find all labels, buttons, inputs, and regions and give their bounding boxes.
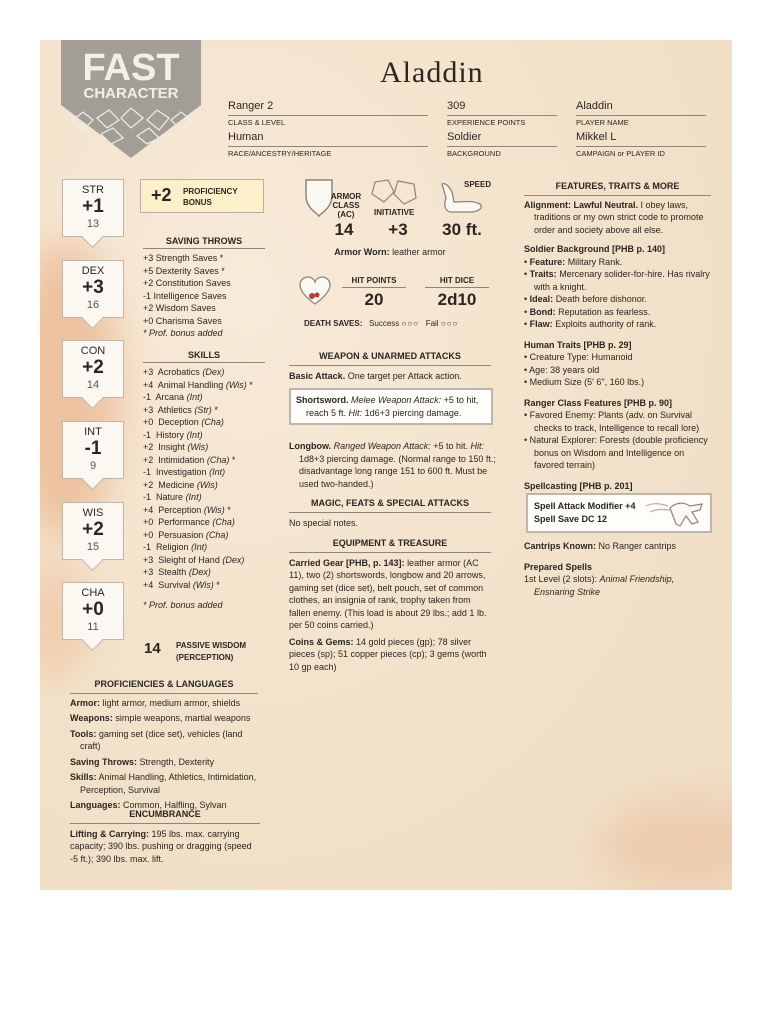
features-traits: FEATURES, TRAITS & MORE Alignment: Lawful Neutral. I obey laws, traditions or my own strict code to promote order and society above all else. Soldier Background [PHB p. 140] • Feature: Military Rank. • Traits: Mercenary solider-for-hire. Has rivalry with a knight. • Ideal: Death before dishonor. • Bond: Reputation as fearless. • Flaw: Exploits authority of rank. Human Traits [PHB p. 29] • Creature Type: Humanoid • Age: 38 years old • Medium Size (5' 6", 160 lbs.) Ranger Class Features [PHB p. 90] • Favored Enemy: Plants (adv. on Survival checks to track, Intelligence to recall lore) • Natural Explorer: Forests (double proficiency bonus on Wisdom and Intelligence on favored terrain) Spellcasting [PHB p. 201]: [524, 181, 710, 491]
skill-row: +0 Deception (Cha): [143, 417, 224, 427]
ac-value: 14: [334, 220, 354, 239]
skill-row: -1 Arcana (Int): [143, 392, 203, 402]
passive-label: PASSIVE WISDOM (PERCEPTION): [176, 641, 247, 662]
skill-row: +0 Performance (Cha): [143, 517, 235, 527]
proficiencies-languages: PROFICIENCIES & LANGUAGES Armor: light armor, medium armor, shields Weapons: simple weapons, martial weapons Tools: gaming set (dice set), vehicles (land craft) Saving Throws: Strength, Dexterity Skills: Animal Handling, Athletics, Intimidation, Perception, Survival Languages: Common, Halfling, Sylvan: [70, 679, 257, 810]
ability-str: STR +1 13: [62, 179, 124, 237]
skill-row: -1 Investigation (Int): [143, 467, 226, 477]
skill-row: +3 Sleight of Hand (Dex): [143, 554, 245, 565]
skill-row: +0 Persuasion (Cha): [143, 529, 229, 540]
skill-row: +3 Stealth (Dex): [143, 567, 211, 577]
fast-character-logo: [61, 40, 201, 158]
skill-row: +4 Perception (Wis) *: [143, 504, 231, 515]
field-race: Human RACE/ANCESTRY/HERITAGE: [228, 131, 428, 158]
weapon-attacks: WEAPON & UNARMED ATTACKS Basic Attack. One target per Attack action.: [289, 350, 491, 382]
ability-wis: WIS +2 15: [62, 502, 124, 560]
saving-throws: SAVING THROWS +3 Strength Saves * +5 Dexterity Saves * +2 Constitution Saves -1 Intelligence Saves +2 Wisdom Saves +0 Charisma Saves * Prof. bonus added: [143, 236, 265, 340]
longbow-attack: Longbow. Ranged Weapon Attack: +5 to hit. Hit: 1d8+3 piercing damage. (Normal range to 150 ft.; disadvantage long range 151 to 600 ft. Must be used two-handed.): [289, 441, 496, 489]
hd-label: HIT DICE: [425, 276, 489, 288]
hp-value: 20: [364, 290, 384, 309]
skill-row: -1 History (Int): [143, 429, 203, 440]
field-experience: 309 EXPERIENCE POINTS: [447, 100, 557, 127]
hp-label: HIT POINTS: [342, 276, 406, 288]
skill-row: +4 Animal Handling (Wis) *: [143, 379, 253, 390]
magic-hand-icon: [644, 496, 708, 530]
ac-label: ARMOR CLASS (AC): [330, 192, 362, 219]
skill-row: +2 Medicine (Wis): [143, 479, 218, 490]
heart-icon: [298, 276, 332, 306]
initiative-value: +3: [388, 220, 408, 239]
magic-feats: MAGIC, FEATS & SPECIAL ATTACKS No special notes.: [289, 497, 491, 529]
death-saves: DEATH SAVES: Success ○○○ Fail ○○○: [304, 319, 459, 328]
passive-perception: 14: [144, 640, 161, 657]
speed-value: 30 ft.: [442, 220, 482, 239]
field-campaign: Mikkel L CAMPAIGN or PLAYER ID: [576, 131, 706, 158]
ability-int: INT -1 9: [62, 421, 124, 479]
skill-row: -1 Nature (Int): [143, 492, 202, 502]
skills: SKILLS +3 Acrobatics (Dex) +4 Animal Handling (Wis) * -1 Arcana (Int) +3 Athletics (Str) * +0 Deception (Cha) -1 History (Int) +2 Insight (Wis) +2 Intimidation (Cha) * -1 Investigation (Int) +2 Medicine (Wis) -1 Nature (Int) +4 Perception (Wis) * +0 Performance (Cha) +0 Persuasion (Cha) -1 Religion (Int) +3 Sleight of Hand (Dex) +3 Stealth (Dex) +4 Survival (Wis) * * Prof. bonus added: [143, 350, 265, 612]
field-player-name: Aladdin PLAYER NAME: [576, 100, 706, 127]
equipment-treasure: EQUIPMENT & TREASURE Carried Gear [PHB, p. 143]: leather armor (AC 11), two (2) shortswords, longbow and 20 arrows, gaming set (dice set), belt pouch, set of common clothes, an insignia of rank, trophy taken from fallen enemy. (This load is about 29 lbs.; add 1 lb. per 50 coins carried.) Coins & Gems: 14 gold pieces (gp); 78 silver pieces (sp); 51 copper pieces (cp); 3 gems (worth 10 gp each): [289, 537, 491, 673]
encumbrance: ENCUMBRANCE Lifting & Carrying: 195 lbs. max. carrying capacity; 390 lbs. pushing or dragging (speed -5 ft.); 390 lbs. max. lift.: [70, 808, 260, 865]
proficiency-bonus: +2 PROFICIENCY BONUS: [140, 179, 264, 213]
skill-row: +4 Survival (Wis) *: [143, 579, 220, 590]
field-background: Soldier BACKGROUND: [447, 131, 557, 158]
hd-value: 2d10: [437, 290, 477, 309]
speed-label: SPEED: [464, 180, 492, 189]
skill-row: -1 Religion (Int): [143, 542, 208, 552]
character-name: Aladdin: [380, 56, 484, 89]
initiative-label: INITIATIVE: [374, 208, 415, 217]
skill-row: +2 Intimidation (Cha) *: [143, 454, 236, 465]
logo-line1: FAST: [82, 47, 180, 89]
logo-line2: CHARACTER: [83, 85, 179, 102]
character-sheet: [40, 40, 732, 890]
skill-row: +3 Athletics (Str) *: [143, 404, 218, 415]
ability-cha: CHA +0 11: [62, 582, 124, 640]
field-class-level: Ranger 2 CLASS & LEVEL: [228, 100, 428, 127]
armor-worn: Armor Worn: leather armor: [334, 247, 446, 257]
ability-dex: DEX +3 16: [62, 260, 124, 318]
skill-row: +3 Acrobatics (Dex): [143, 367, 225, 377]
shortsword-attack: Shortsword. Melee Weapon Attack: +5 to hit, reach 5 ft. Hit: 1d6+3 piercing damage.: [289, 388, 493, 425]
spells: Cantrips Known: No Ranger cantrips Prepared Spells 1st Level (2 slots): Animal Friendship, Ensnaring Strike: [524, 541, 677, 597]
dice-icon: [370, 178, 420, 206]
skill-row: +2 Insight (Wis): [143, 442, 209, 452]
ability-con: CON +2 14: [62, 340, 124, 398]
spell-box: Spell Attack Modifier +4 Spell Save DC 12: [526, 493, 712, 533]
